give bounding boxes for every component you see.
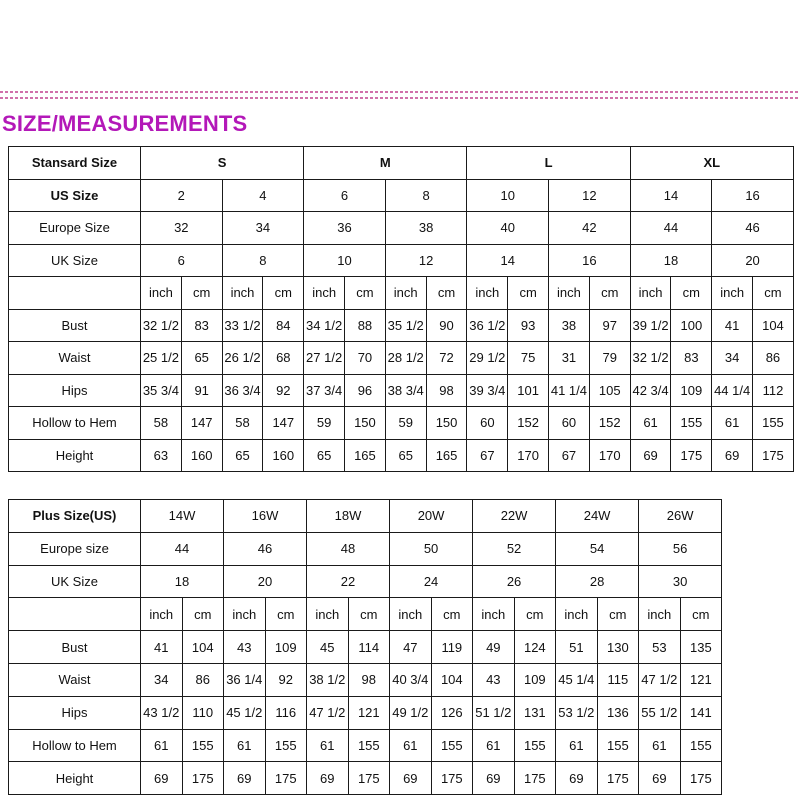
europe-size-cell: 46 xyxy=(224,532,307,565)
measurement-value: 72 xyxy=(426,342,467,375)
unit-cm-header: cm xyxy=(589,277,630,310)
plus-size-cell: 14W xyxy=(141,500,224,533)
europe-size-cell: 46 xyxy=(712,212,794,245)
europe-size-cell: 32 xyxy=(141,212,223,245)
europe-size-cell: 54 xyxy=(556,532,639,565)
measurement-value: 69 xyxy=(307,762,349,795)
europe-size-label: Europe Size xyxy=(9,212,141,245)
measurement-value: 83 xyxy=(671,342,712,375)
unit-inch-header: inch xyxy=(304,277,345,310)
measurement-value: 155 xyxy=(597,729,639,762)
unit-inch-header: inch xyxy=(473,598,515,631)
measurement-value: 36 1/2 xyxy=(467,309,508,342)
measurement-value: 155 xyxy=(182,729,224,762)
measurement-value: 65 xyxy=(304,439,345,472)
plus-size-cell: 22W xyxy=(473,500,556,533)
measurement-value: 65 xyxy=(385,439,426,472)
unit-cm-header: cm xyxy=(597,598,639,631)
blank-cell xyxy=(722,565,794,598)
measurement-row xyxy=(9,696,794,729)
uk-size-row xyxy=(9,565,794,598)
unit-inch-header: inch xyxy=(630,277,671,310)
unit-inch-header: inch xyxy=(639,598,681,631)
measurement-value: 155 xyxy=(265,729,307,762)
measurement-label: Bust xyxy=(9,631,141,664)
measurement-label: Hollow to Hem xyxy=(9,407,141,440)
measurement-value: 49 xyxy=(473,631,515,664)
measurement-value: 33 1/2 xyxy=(222,309,263,342)
measurement-value: 53 1/2 xyxy=(556,696,598,729)
measurement-value: 42 3/4 xyxy=(630,374,671,407)
measurement-value: 104 xyxy=(182,631,224,664)
uk-size-cell: 26 xyxy=(473,565,556,598)
dashed-divider xyxy=(0,90,800,102)
measurement-value: 115 xyxy=(597,663,639,696)
plus-size-cell: 16W xyxy=(224,500,307,533)
measurement-value: 160 xyxy=(263,439,304,472)
size-group-header: S xyxy=(141,147,304,180)
uk-size-cell: 20 xyxy=(224,565,307,598)
europe-size-cell: 34 xyxy=(222,212,304,245)
measurement-value: 43 1/2 xyxy=(141,696,183,729)
unit-cm-header: cm xyxy=(680,598,722,631)
us-size-cell: 6 xyxy=(304,179,386,212)
measurement-value: 79 xyxy=(589,342,630,375)
measurement-value: 155 xyxy=(348,729,390,762)
measurement-value: 32 1/2 xyxy=(141,309,182,342)
uk-size-cell: 12 xyxy=(385,244,467,277)
blank-cell xyxy=(722,729,794,762)
plus-size-cell: 26W xyxy=(639,500,722,533)
unit-cm-header: cm xyxy=(182,598,224,631)
measurement-value: 69 xyxy=(473,762,515,795)
measurement-value: 51 xyxy=(556,631,598,664)
measurement-value: 84 xyxy=(263,309,304,342)
measurement-value: 41 xyxy=(141,631,183,664)
measurement-value: 147 xyxy=(263,407,304,440)
measurement-value: 116 xyxy=(265,696,307,729)
measurement-value: 155 xyxy=(753,407,794,440)
europe-size-cell: 40 xyxy=(467,212,549,245)
unit-cm-header: cm xyxy=(345,277,386,310)
measurement-label: Height xyxy=(9,439,141,472)
unit-inch-header: inch xyxy=(385,277,426,310)
measurement-row xyxy=(9,729,794,762)
uk-size-cell: 14 xyxy=(467,244,549,277)
size-group-header: M xyxy=(304,147,467,180)
uk-size-cell: 28 xyxy=(556,565,639,598)
europe-size-row xyxy=(9,532,794,565)
measurement-value: 47 1/2 xyxy=(307,696,349,729)
plus-size-label: Plus Size(US) xyxy=(9,500,141,533)
measurement-value: 109 xyxy=(514,663,556,696)
measurement-value: 136 xyxy=(597,696,639,729)
measurement-value: 63 xyxy=(141,439,182,472)
measurement-value: 45 1/4 xyxy=(556,663,598,696)
measurement-value: 27 1/2 xyxy=(304,342,345,375)
measurement-value: 53 xyxy=(639,631,681,664)
europe-size-label: Europe size xyxy=(9,532,141,565)
plus-size-row xyxy=(9,500,794,533)
measurement-value: 26 1/2 xyxy=(222,342,263,375)
unit-inch-header: inch xyxy=(556,598,598,631)
unit-inch-header: inch xyxy=(141,277,182,310)
measurement-value: 59 xyxy=(385,407,426,440)
measurement-value: 31 xyxy=(549,342,590,375)
us-size-cell: 8 xyxy=(385,179,467,212)
measurement-value: 131 xyxy=(514,696,556,729)
unit-cm-header: cm xyxy=(671,277,712,310)
measurement-value: 121 xyxy=(680,663,722,696)
uk-size-cell: 6 xyxy=(141,244,223,277)
europe-size-cell: 42 xyxy=(549,212,631,245)
unit-inch-header: inch xyxy=(549,277,590,310)
measurement-value: 40 3/4 xyxy=(390,663,432,696)
measurement-value: 34 xyxy=(712,342,753,375)
measurement-value: 70 xyxy=(345,342,386,375)
blank-cell xyxy=(722,663,794,696)
measurement-value: 101 xyxy=(508,374,549,407)
unit-inch-header: inch xyxy=(141,598,183,631)
blank-cell xyxy=(722,631,794,664)
measurement-value: 41 1/4 xyxy=(549,374,590,407)
europe-size-cell: 48 xyxy=(307,532,390,565)
uk-size-cell: 8 xyxy=(222,244,304,277)
uk-size-cell: 16 xyxy=(549,244,631,277)
unit-inch-header: inch xyxy=(224,598,266,631)
measurement-value: 175 xyxy=(265,762,307,795)
measurement-value: 152 xyxy=(589,407,630,440)
europe-size-cell: 44 xyxy=(630,212,712,245)
europe-size-row xyxy=(9,212,794,245)
measurement-value: 175 xyxy=(348,762,390,795)
measurement-value: 29 1/2 xyxy=(467,342,508,375)
measurement-value: 93 xyxy=(508,309,549,342)
measurement-row xyxy=(9,439,794,472)
measurement-value: 59 xyxy=(304,407,345,440)
measurement-value: 104 xyxy=(753,309,794,342)
measurement-value: 114 xyxy=(348,631,390,664)
measurement-value: 65 xyxy=(181,342,222,375)
measurement-label: Hips xyxy=(9,696,141,729)
measurement-value: 130 xyxy=(597,631,639,664)
measurement-value: 34 xyxy=(141,663,183,696)
unit-inch-header: inch xyxy=(712,277,753,310)
unit-row xyxy=(9,277,794,310)
measurement-value: 165 xyxy=(345,439,386,472)
measurement-value: 61 xyxy=(630,407,671,440)
us-size-cell: 16 xyxy=(712,179,794,212)
measurement-value: 109 xyxy=(265,631,307,664)
measurement-value: 43 xyxy=(473,663,515,696)
measurement-value: 61 xyxy=(390,729,432,762)
uk-size-cell: 18 xyxy=(630,244,712,277)
measurement-value: 92 xyxy=(265,663,307,696)
measurement-value: 165 xyxy=(426,439,467,472)
measurement-value: 61 xyxy=(712,407,753,440)
measurement-value: 175 xyxy=(597,762,639,795)
measurement-value: 69 xyxy=(390,762,432,795)
measurement-label: Waist xyxy=(9,342,141,375)
measurement-row xyxy=(9,407,794,440)
us-size-label: US Size xyxy=(9,179,141,212)
unit-cm-header: cm xyxy=(348,598,390,631)
measurement-value: 110 xyxy=(182,696,224,729)
uk-size-label: UK Size xyxy=(9,244,141,277)
measurement-value: 58 xyxy=(141,407,182,440)
blank-cell xyxy=(722,532,794,565)
measurement-value: 38 1/2 xyxy=(307,663,349,696)
measurement-value: 25 1/2 xyxy=(141,342,182,375)
plus-size-cell: 20W xyxy=(390,500,473,533)
measurement-value: 61 xyxy=(307,729,349,762)
measurement-value: 175 xyxy=(671,439,712,472)
plus-size-cell: 24W xyxy=(556,500,639,533)
europe-size-cell: 36 xyxy=(304,212,386,245)
measurement-value: 155 xyxy=(431,729,473,762)
measurement-value: 86 xyxy=(182,663,224,696)
size-group-header: XL xyxy=(630,147,793,180)
measurement-value: 38 xyxy=(549,309,590,342)
plus-size-cell: 18W xyxy=(307,500,390,533)
measurement-value: 104 xyxy=(431,663,473,696)
us-size-cell: 14 xyxy=(630,179,712,212)
measurement-value: 175 xyxy=(514,762,556,795)
measurement-value: 75 xyxy=(508,342,549,375)
measurement-value: 39 3/4 xyxy=(467,374,508,407)
europe-size-cell: 44 xyxy=(141,532,224,565)
measurement-value: 69 xyxy=(141,762,183,795)
measurement-value: 135 xyxy=(680,631,722,664)
standard-size-label: Stansard Size xyxy=(9,147,141,180)
measurement-value: 55 1/2 xyxy=(639,696,681,729)
unit-cm-header: cm xyxy=(508,277,549,310)
measurement-value: 38 3/4 xyxy=(385,374,426,407)
uk-size-cell: 30 xyxy=(639,565,722,598)
measurement-value: 150 xyxy=(345,407,386,440)
measurement-value: 100 xyxy=(671,309,712,342)
measurement-row xyxy=(9,374,794,407)
measurement-value: 34 1/2 xyxy=(304,309,345,342)
uk-size-cell: 10 xyxy=(304,244,386,277)
measurement-value: 28 1/2 xyxy=(385,342,426,375)
measurement-row xyxy=(9,342,794,375)
measurement-value: 88 xyxy=(345,309,386,342)
size-group-row xyxy=(9,147,794,180)
measurement-value: 152 xyxy=(508,407,549,440)
measurement-row xyxy=(9,762,794,795)
measurement-value: 124 xyxy=(514,631,556,664)
uk-size-label: UK Size xyxy=(9,565,141,598)
measurement-value: 96 xyxy=(345,374,386,407)
unit-inch-header: inch xyxy=(222,277,263,310)
europe-size-cell: 56 xyxy=(639,532,722,565)
measurement-value: 155 xyxy=(671,407,712,440)
measurement-value: 61 xyxy=(473,729,515,762)
measurement-value: 39 1/2 xyxy=(630,309,671,342)
europe-size-cell: 38 xyxy=(385,212,467,245)
measurement-row xyxy=(9,309,794,342)
measurement-value: 58 xyxy=(222,407,263,440)
measurement-value: 45 xyxy=(307,631,349,664)
measurement-value: 65 xyxy=(222,439,263,472)
measurement-value: 175 xyxy=(431,762,473,795)
measurement-value: 32 1/2 xyxy=(630,342,671,375)
measurement-value: 150 xyxy=(426,407,467,440)
measurement-row xyxy=(9,663,794,696)
measurement-label: Hips xyxy=(9,374,141,407)
empty-corner-cell xyxy=(9,277,141,310)
measurement-value: 175 xyxy=(753,439,794,472)
measurement-value: 175 xyxy=(680,762,722,795)
uk-size-cell: 18 xyxy=(141,565,224,598)
measurement-value: 121 xyxy=(348,696,390,729)
us-size-row xyxy=(9,179,794,212)
measurement-value: 47 xyxy=(390,631,432,664)
measurement-value: 105 xyxy=(589,374,630,407)
measurement-value: 175 xyxy=(182,762,224,795)
unit-cm-header: cm xyxy=(426,277,467,310)
measurement-label: Waist xyxy=(9,663,141,696)
unit-cm-header: cm xyxy=(431,598,473,631)
europe-size-cell: 52 xyxy=(473,532,556,565)
unit-cm-header: cm xyxy=(263,277,304,310)
measurement-value: 170 xyxy=(589,439,630,472)
europe-size-cell: 50 xyxy=(390,532,473,565)
page-title: SIZE/MEASUREMENTS xyxy=(2,111,248,136)
unit-inch-header: inch xyxy=(467,277,508,310)
plus-size-table xyxy=(8,499,794,795)
measurement-value: 36 1/4 xyxy=(224,663,266,696)
measurement-value: 98 xyxy=(426,374,467,407)
uk-size-cell: 20 xyxy=(712,244,794,277)
blank-cell xyxy=(722,598,794,631)
measurement-value: 69 xyxy=(630,439,671,472)
measurement-value: 91 xyxy=(181,374,222,407)
uk-size-cell: 24 xyxy=(390,565,473,598)
measurement-value: 160 xyxy=(181,439,222,472)
measurement-value: 69 xyxy=(556,762,598,795)
measurement-value: 51 1/2 xyxy=(473,696,515,729)
measurement-value: 90 xyxy=(426,309,467,342)
measurement-value: 83 xyxy=(181,309,222,342)
measurement-label: Bust xyxy=(9,309,141,342)
measurement-value: 69 xyxy=(639,762,681,795)
measurement-value: 41 xyxy=(712,309,753,342)
measurement-value: 147 xyxy=(181,407,222,440)
measurement-value: 44 1/4 xyxy=(712,374,753,407)
measurement-value: 97 xyxy=(589,309,630,342)
measurement-value: 92 xyxy=(263,374,304,407)
measurement-value: 68 xyxy=(263,342,304,375)
measurement-value: 43 xyxy=(224,631,266,664)
measurement-value: 67 xyxy=(467,439,508,472)
measurement-value: 45 1/2 xyxy=(224,696,266,729)
unit-inch-header: inch xyxy=(390,598,432,631)
measurement-value: 37 3/4 xyxy=(304,374,345,407)
measurement-label: Hollow to Hem xyxy=(9,729,141,762)
measurement-value: 126 xyxy=(431,696,473,729)
measurement-value: 36 3/4 xyxy=(222,374,263,407)
unit-inch-header: inch xyxy=(307,598,349,631)
measurement-value: 170 xyxy=(508,439,549,472)
measurement-value: 69 xyxy=(224,762,266,795)
measurement-label: Height xyxy=(9,762,141,795)
blank-cell xyxy=(722,696,794,729)
measurement-value: 61 xyxy=(639,729,681,762)
measurement-value: 35 1/2 xyxy=(385,309,426,342)
unit-cm-header: cm xyxy=(265,598,307,631)
measurement-value: 69 xyxy=(712,439,753,472)
us-size-cell: 12 xyxy=(549,179,631,212)
us-size-cell: 2 xyxy=(141,179,223,212)
empty-corner-cell xyxy=(9,598,141,631)
measurement-value: 155 xyxy=(680,729,722,762)
measurement-value: 109 xyxy=(671,374,712,407)
measurement-value: 60 xyxy=(467,407,508,440)
us-size-cell: 10 xyxy=(467,179,549,212)
measurement-value: 49 1/2 xyxy=(390,696,432,729)
uk-size-cell: 22 xyxy=(307,565,390,598)
measurement-row xyxy=(9,631,794,664)
us-size-cell: 4 xyxy=(222,179,304,212)
measurement-value: 86 xyxy=(753,342,794,375)
blank-cell xyxy=(722,500,794,533)
measurement-value: 67 xyxy=(549,439,590,472)
unit-cm-header: cm xyxy=(514,598,556,631)
measurement-value: 112 xyxy=(753,374,794,407)
measurement-value: 98 xyxy=(348,663,390,696)
measurement-value: 141 xyxy=(680,696,722,729)
blank-cell xyxy=(722,762,794,795)
measurement-value: 61 xyxy=(224,729,266,762)
measurement-value: 61 xyxy=(141,729,183,762)
measurement-value: 119 xyxy=(431,631,473,664)
measurement-value: 61 xyxy=(556,729,598,762)
standard-size-table xyxy=(8,146,794,472)
unit-cm-header: cm xyxy=(181,277,222,310)
measurement-value: 35 3/4 xyxy=(141,374,182,407)
measurement-value: 155 xyxy=(514,729,556,762)
size-group-header: L xyxy=(467,147,630,180)
uk-size-row xyxy=(9,244,794,277)
unit-row xyxy=(9,598,794,631)
measurement-value: 60 xyxy=(549,407,590,440)
unit-cm-header: cm xyxy=(753,277,794,310)
measurement-value: 47 1/2 xyxy=(639,663,681,696)
